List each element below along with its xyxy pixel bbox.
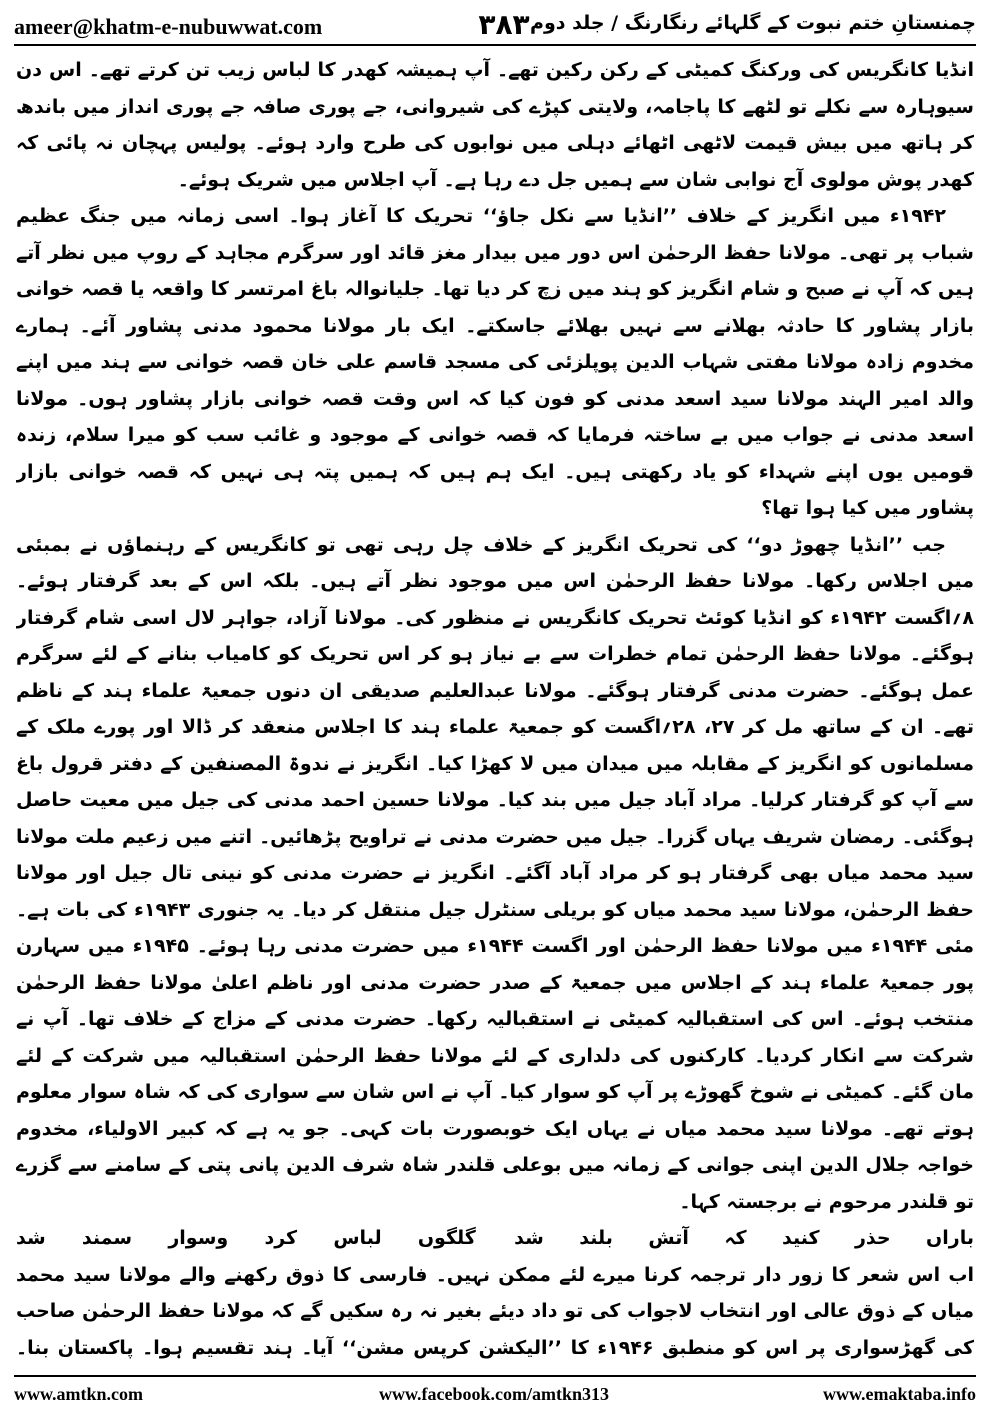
footer-link-amtkn[interactable]: www.amtkn.com [14,1384,143,1404]
verse-left-hemistich: گلگوں لباس کرد وسوار سمند شد [16,1227,476,1249]
page-header [14,8,976,42]
footer-link-emaktaba[interactable]: www.emaktaba.info [822,1384,976,1404]
closing-paragraph: اب اس شعر کا زور دار ترجمہ کرنا میرے لئے ممکن نہیں۔ فارسی کا ذوق رکھنے والے مولانا سید محمد میاں کے ذوق عالی اور انتخاب لاجواب کی تو داد دیئے بغیر نہ رہ سکیں گے کہ مولانا حفظ الرحمٰن صاحب کی گھڑسواری پر اس کو منطبق ۱۹۴۶ء کا ’’الیکشن کرپس مشن‘‘ آیا۔ ہند تقسیم ہوا۔ پاکستان بنا۔ [16,1263,974,1359]
verse-right-hemistich: باراں حذر کنید کہ آتش بلند شد [514,1227,974,1249]
footer-link-facebook[interactable]: www.facebook.com/amtkn313 [379,1384,609,1404]
page-number: ۳۸۳ [478,8,530,41]
paragraph: ۱۹۴۲ء میں انگریز کے خلاف ’’انڈیا سے نکل جاؤ‘‘ تحریک کا آغاز ہوا۔ اسی زمانہ میں جنگ عظیم شباب پر تھی۔ مولانا حفظ الرحمٰن اس دور میں بیدار مغز قائد اور سرگرم مجاہد کے روپ میں نظر آتے ہیں کہ آپ نے صبح و شام انگریز کو ہند میں زچ کر دیا تھا۔ جلیانوالہ باغ امرتسر کا واقعہ یا قصہ خوانی بازار پشاور کا حادثہ بھلانے سے نہیں بھلائے جاسکتے۔ ایک بار مولانا محمود مدنی پشاور آئے۔ ہمارے مخدوم زادہ مولانا مفتی شہاب الدین پوپلزئی کی مسجد قاسم علی خان قصہ خوانی سے ہند میں اپنے والد امیر الہند مولانا سید اسعد مدنی کو فون کیا کہ اس وقت قصہ خوانی بازار پشاور ہوں۔ مولانا اسعد مدنی نے جواب میں بے ساختہ فرمایا کہ قصہ خوانی کے موجود و غائب سب کو میرا سلام، زندہ قومیں یوں اپنے شہداء کو یاد رکھتی ہیں۔ ایک ہم ہیں کہ ہمیں پتہ ہی نہیں کہ قصہ خوانی بازار پشاور میں کیا ہوا تھا؟ [16,205,974,519]
persian-verse [16,1220,974,1257]
paragraph: انڈیا کانگریس کی ورکنگ کمیٹی کے رکن رکین تھے۔ آپ ہمیشہ کھدر کا لباس زیب تن کرتے تھے۔ اس دن سیوہارہ سے نکلے تو لٹھے کا پاجامہ، ولایتی کپڑے کی شیروانی، جے پوری صافہ جے پوری انداز میں باندھ کر ہاتھ میں بیش قیمت لاٹھی اٹھائے دہلی میں نوابوں کی طرح وارد ہوئے۔ پولیس پہچان نہ پائی کہ کھدر پوش مولوی آج نوابی شان سے ہمیں جل دے رہا ہے۔ آپ اجلاس میں شریک ہوئے۔ [16,59,974,191]
header-email: ameer@khatm-e-nubuwwat.com [14,14,323,39]
page-footer [14,1384,976,1414]
book-title: چمنستانِ ختم نبوت کے گلہائے رنگارنگ / جلد دوم [530,12,976,34]
header-divider [14,44,976,46]
footer-divider [14,1375,976,1377]
paragraph: جب ’’انڈیا چھوڑ دو‘‘ کی تحریک انگریز کے خلاف چل رہی تھی تو کانگریس کے رہنماؤں نے بمبئی میں اجلاس رکھا۔ مولانا حفظ الرحمٰن اس میں موجود نظر آتے ہیں۔ بلکہ اس کے بعد گرفتار ہوئے۔ ۸؍اگست ۱۹۴۲ء کو انڈیا کوئٹ تحریک کانگریس نے منظور کی۔ مولانا آزاد، جواہر لال اسی شام گرفتار ہوگئے۔ مولانا حفظ الرحمٰن تمام خطرات سے بے نیاز ہو کر اس تحریک کو کامیاب بنانے کے لئے سرگرم عمل ہوگئے۔ حضرت مدنی گرفتار ہوگئے۔ مولانا عبدالعلیم صدیقی ان دنوں جمعیۃ علماء ہند کے ناظم تھے۔ ان کے ساتھ مل کر ۲۷، ۲۸؍اگست کو جمعیۃ علماء ہند کا اجلاس منعقد کر ڈالا اور پورے ملک کے مسلمانوں کو انگریز کے مقابلہ میں میدان میں لا کھڑا کیا۔ انگریز نے ندوۃ المصنفین کے دفتر قرول باغ سے آپ کو گرفتار کرلیا۔ مراد آباد جیل میں بند کیا۔ مولانا حسین احمد مدنی کی جیل میں معیت حاصل ہوگئی۔ رمضان شریف یہاں گزرا۔ جیل میں حضرت مدنی نے تراویح پڑھائیں۔ اتنے میں زعیم ملت مولانا سید محمد میاں بھی گرفتار ہو کر مراد آباد آگئے۔ انگریز نے حضرت مدنی کو نینی تال جیل اور مولانا حفظ الرحمٰن، مولانا سید محمد میاں کو بریلی سنٹرل جیل منتقل کر دیا۔ یہ جنوری ۱۹۴۳ء کی بات ہے۔ مئی ۱۹۴۴ء میں مولانا حفظ الرحمٰن اور اگست ۱۹۴۴ء میں حضرت مدنی رہا ہوئے۔ ۱۹۴۵ء میں سہارن پور جمعیۃ علماء ہند کے اجلاس میں جمعیۃ کے صدر حضرت مدنی اور ناظم اعلیٰ مولانا حفظ الرحمٰن منتخب ہوئے۔ اس کی استقبالیہ کمیٹی نے استقبالیہ رکھا۔ حضرت مدنی کے مزاج کے خلاف تھا۔ آپ نے شرکت سے انکار کردیا۔ کارکنوں کی دلداری کے لئے مولانا حفظ الرحمٰن استقبالیہ میں شرکت کے لئے مان گئے۔ کمیٹی نے شوخ گھوڑے پر آپ کو سوار کیا۔ آپ نے اس شان سے سواری کی کہ شاہ سوار معلوم ہوتے تھے۔ مولانا سید محمد میاں نے یہاں ایک خوبصورت بات کہی۔ جو یہ ہے کہ کبیر الاولیاء، مخدوم خواجہ جلال الدین اپنی جوانی کے زمانہ میں بوعلی قلندر شاہ شرف الدین پانی پتی کے سامنے سے گزرے تو قلندر مرحوم نے برجستہ کہا۔ [16,533,974,1213]
page-body [16,52,974,1370]
